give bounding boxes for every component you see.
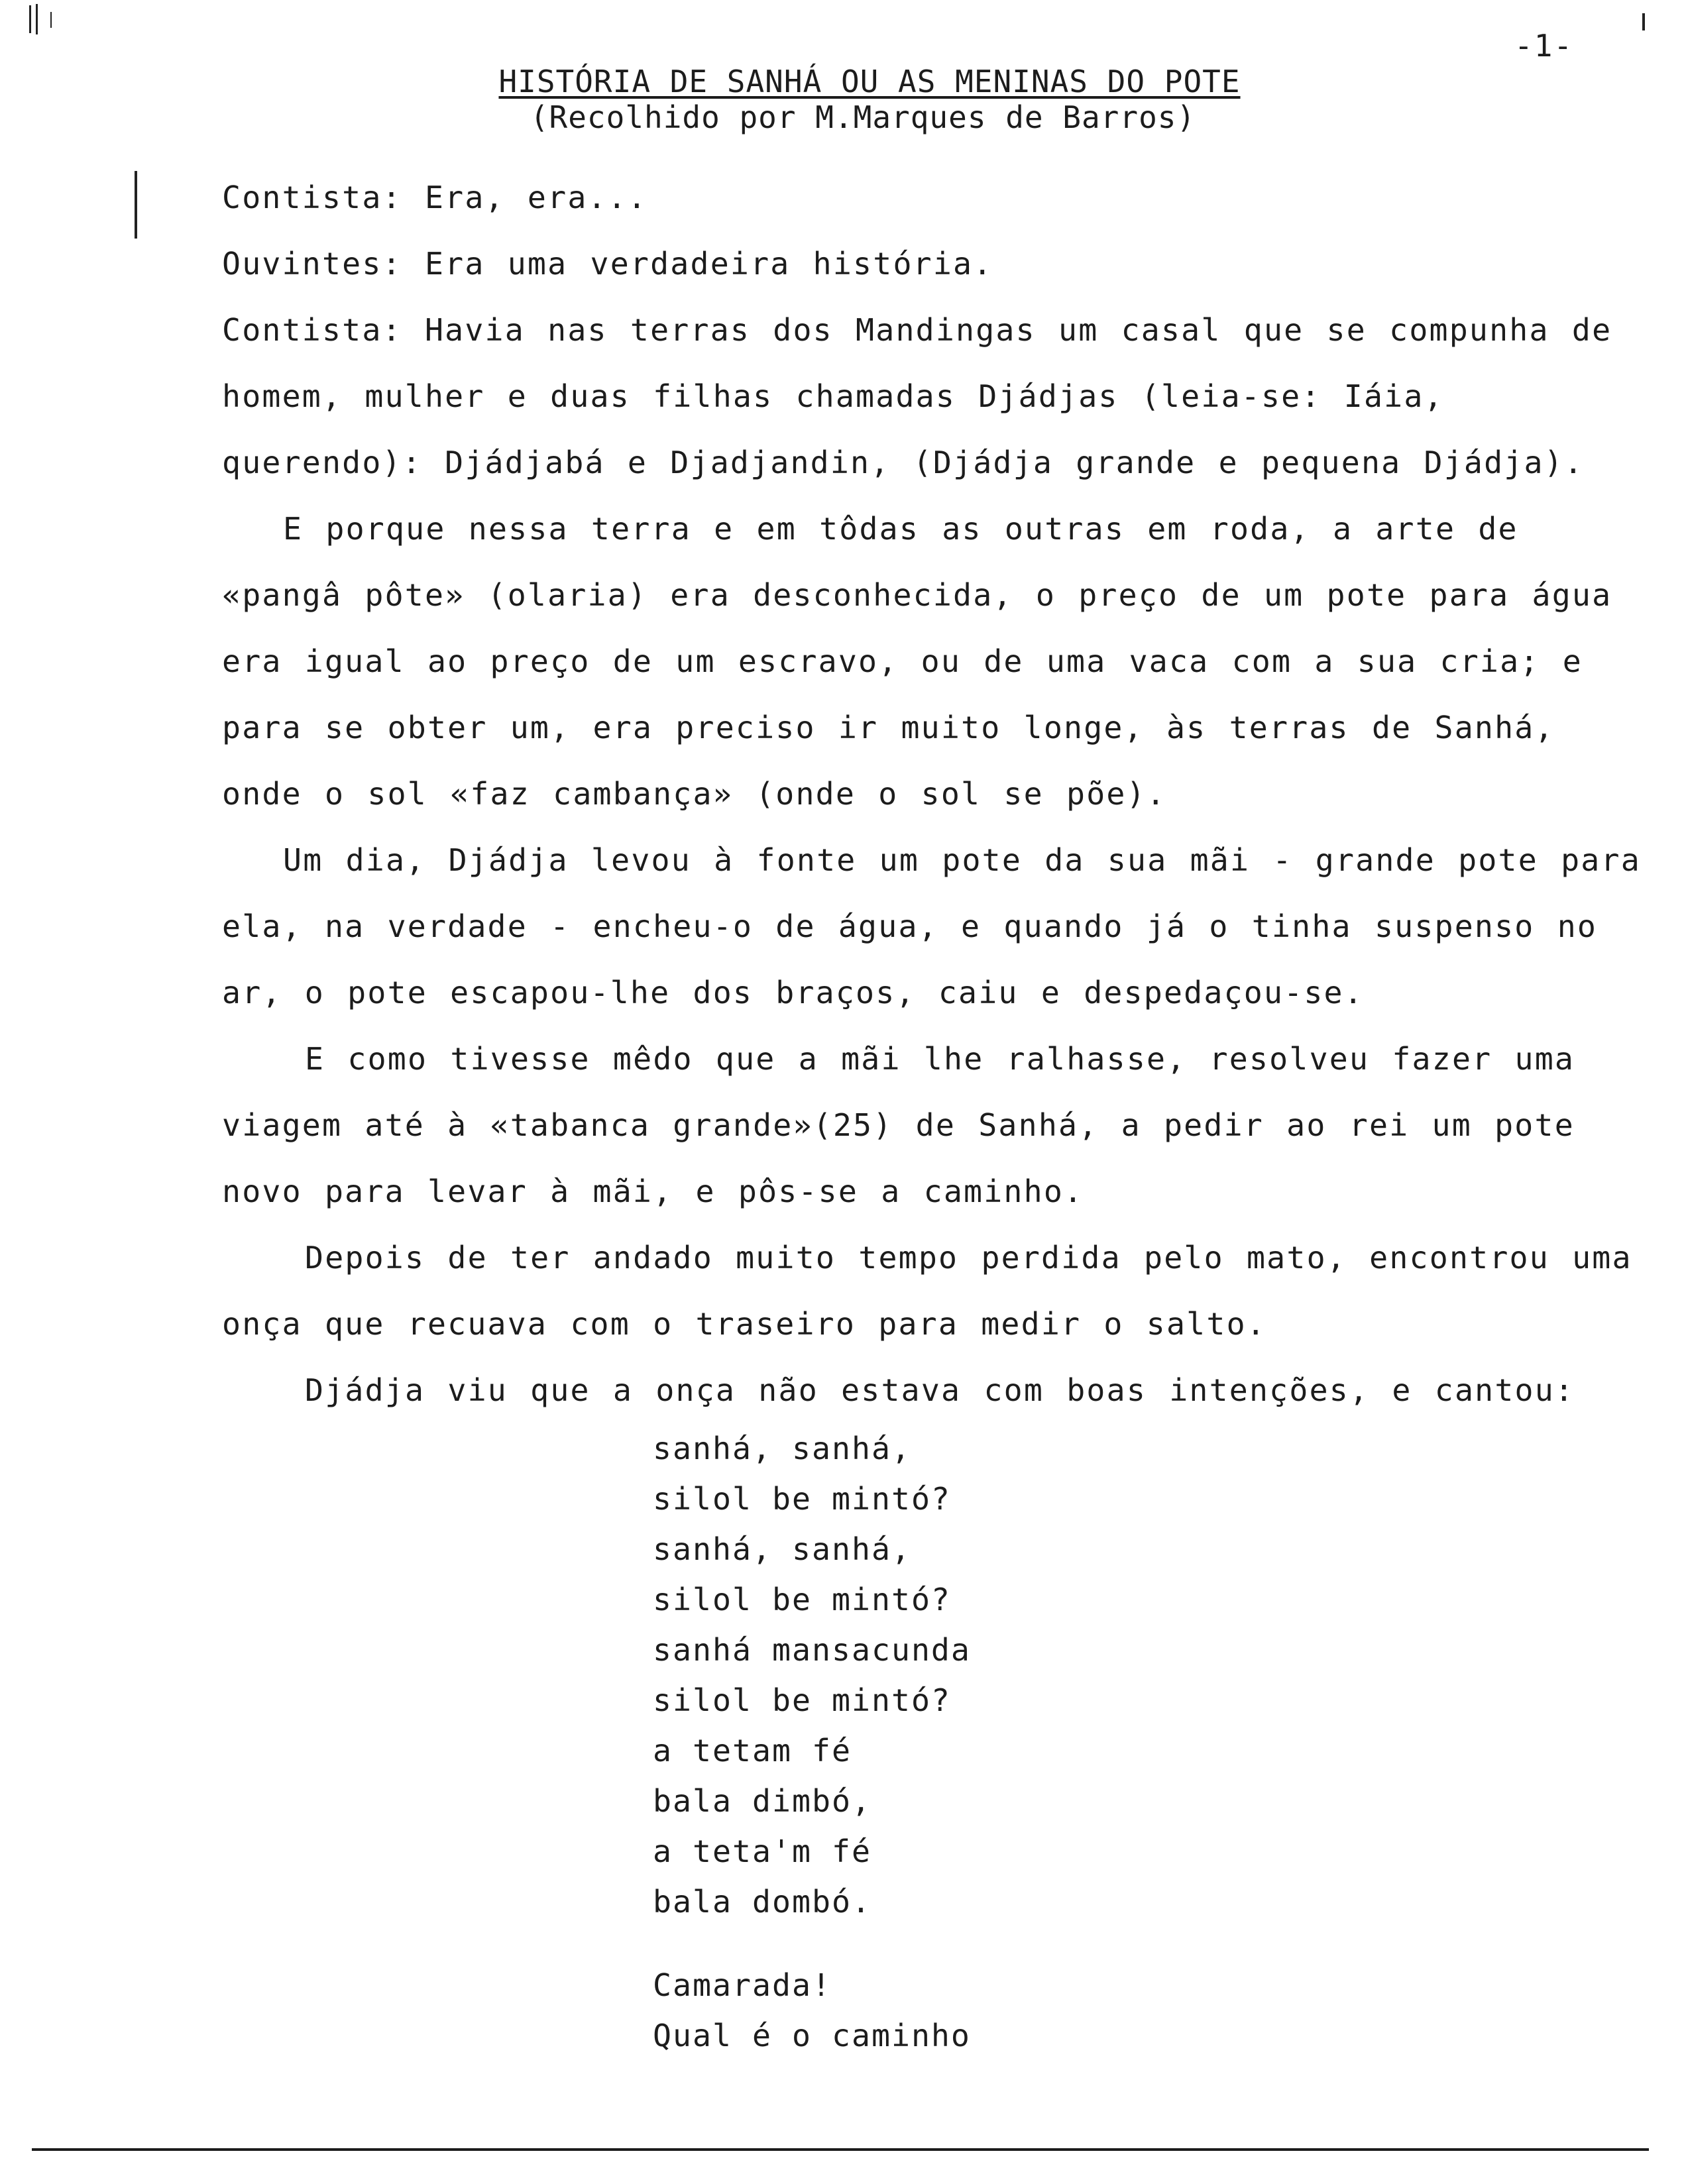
song-verse [653,1423,971,2061]
verse-line: bala dombó. [653,1884,871,1920]
title-block [0,64,1686,135]
scan-mark-top-left [29,5,31,33]
verse-line: bala dimbó, [653,1783,871,1819]
verse-line: sanhá mansacunda [653,1632,971,1668]
verse-line: silol be mintó? [653,1682,951,1718]
verse-line: silol be mintó? [653,1582,951,1617]
paragraph-um-dia: Um dia, Djádja levou à fonte um pote da sua mãi - grande pote para ela, na verdade - encheu-o de água, e quando já o tinha suspenso no ar, o pote escapou-lhe dos braços, caiu e despedaçou-se. [222,842,1641,1010]
story-body [222,164,1647,1423]
verse-gap [653,1927,971,1960]
page-number: -1- [1514,28,1574,64]
margin-bar-left [135,171,137,239]
paragraph-cantou: Djádja viu que a onça não estava com boas intenções, e cantou: [305,1372,1575,1408]
verse-line: Qual é o caminho [653,2018,971,2053]
verse-line: Camarada! [653,1967,832,2003]
verse-line: a teta'm fé [653,1833,871,1869]
verse-line: sanhá, sanhá, [653,1531,911,1567]
verse-line: sanhá, sanhá, [653,1431,911,1466]
bottom-rule [32,2148,1649,2151]
document-title: HISTÓRIA DE SANHÁ OU AS MENINAS DO POTE [498,64,1241,99]
paragraph-contista-1: Contista: Era, era... [222,180,648,215]
verse-line: a tetam fé [653,1733,852,1769]
paragraph-contista-2: Contista: Havia nas terras dos Mandingas um casal que se compunha de homem, mulher e duas filhas chamadas Djádjas (leia-se: Iáia, querendo): Djádjabá e Djadjandin, (Djádja grande e pequena Djádja). [222,312,1612,480]
paragraph-pangá-pote: E porque nessa terra e em tôdas as outras em roda, a arte de «pangâ pôte» (olaria) era desconhecida, o preço de um pote para água era igual ao preço de um escravo, ou de uma vaca com a sua cria; e para se obter um, era preciso ir muito longe, às terras de Sanhá, onde o sol «faz cambança» (onde o sol se põe). [222,511,1612,812]
verse-line: silol be mintó? [653,1481,951,1517]
paragraph-ouvintes: Ouvintes: Era uma verdadeira história. [222,246,993,282]
scan-mark-top-right [1642,13,1645,30]
document-subtitle: (Recolhido por M.Marques de Barros) [530,99,1196,135]
scan-mark-top-left-3 [50,12,52,28]
scan-mark-top-left-2 [36,4,38,34]
paragraph-onca: Depois de ter andado muito tempo perdida pelo mato, encontrou uma onça que recuava com o traseiro para medir o salto. [222,1240,1632,1342]
paragraph-medo: E como tivesse mêdo que a mãi lhe ralhasse, resolveu fazer uma viagem até à «tabanca grande»(25) de Sanhá, a pedir ao rei um pote novo para levar à mãi, e pôs-se a caminho. [222,1041,1575,1209]
